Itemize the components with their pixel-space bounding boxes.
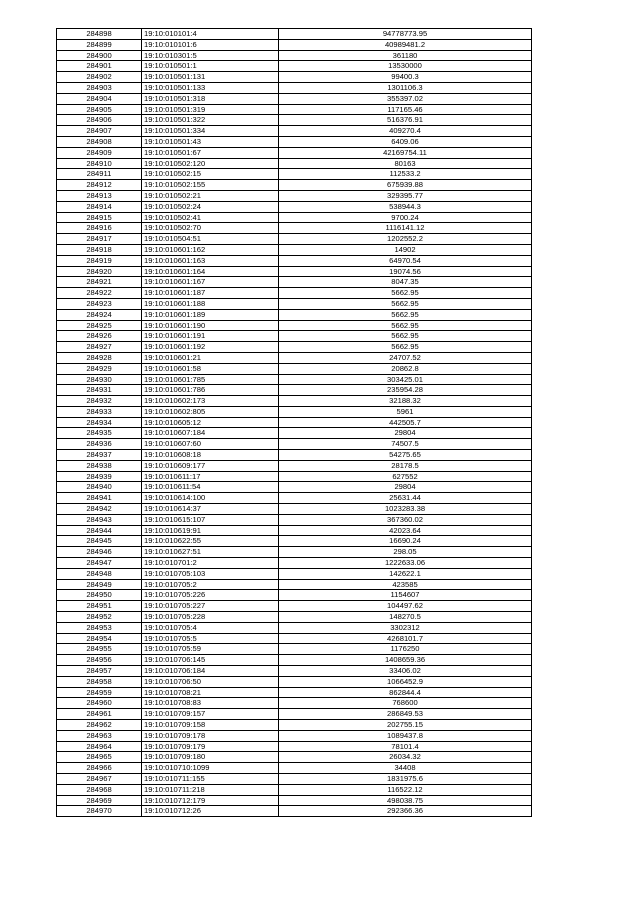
value-cell: 1116141.12 bbox=[279, 223, 532, 234]
row-id-cell: 284930 bbox=[57, 374, 142, 385]
value-cell: 16690.24 bbox=[279, 536, 532, 547]
value-cell: 6409.06 bbox=[279, 136, 532, 147]
cadastral-number-cell: 19:10:010601:188 bbox=[142, 298, 279, 309]
row-id-cell: 284918 bbox=[57, 244, 142, 255]
table-row bbox=[57, 342, 532, 353]
table-row bbox=[57, 255, 532, 266]
value-cell: 142622.1 bbox=[279, 568, 532, 579]
cadastral-number-cell: 19:10:010709:179 bbox=[142, 741, 279, 752]
value-cell: 104497.62 bbox=[279, 601, 532, 612]
value-cell: 5662.95 bbox=[279, 342, 532, 353]
table-row bbox=[57, 82, 532, 93]
row-id-cell: 284963 bbox=[57, 730, 142, 741]
value-cell: 9700.24 bbox=[279, 212, 532, 223]
cadastral-number-cell: 19:10:010502:21 bbox=[142, 190, 279, 201]
row-id-cell: 284919 bbox=[57, 255, 142, 266]
value-cell: 64970.54 bbox=[279, 255, 532, 266]
row-id-cell: 284898 bbox=[57, 29, 142, 40]
row-id-cell: 284945 bbox=[57, 536, 142, 547]
row-id-cell: 284929 bbox=[57, 363, 142, 374]
table-row bbox=[57, 126, 532, 137]
row-id-cell: 284920 bbox=[57, 266, 142, 277]
table-row bbox=[57, 61, 532, 72]
value-cell: 25631.44 bbox=[279, 493, 532, 504]
value-cell: 5662.95 bbox=[279, 309, 532, 320]
value-cell: 3302312 bbox=[279, 622, 532, 633]
table-row bbox=[57, 579, 532, 590]
value-cell: 34408 bbox=[279, 763, 532, 774]
row-id-cell: 284933 bbox=[57, 406, 142, 417]
table-row bbox=[57, 158, 532, 169]
value-cell: 235954.28 bbox=[279, 385, 532, 396]
cadastral-number-cell: 19:10:010601:162 bbox=[142, 244, 279, 255]
cadastral-number-cell: 19:10:010711:218 bbox=[142, 784, 279, 795]
table-row bbox=[57, 93, 532, 104]
cadastral-number-cell: 19:10:010501:1 bbox=[142, 61, 279, 72]
value-cell: 42169754.11 bbox=[279, 147, 532, 158]
value-cell: 1066452.9 bbox=[279, 676, 532, 687]
cadastral-number-cell: 19:10:010504:51 bbox=[142, 234, 279, 245]
table-row bbox=[57, 406, 532, 417]
cadastral-number-cell: 19:10:010502:120 bbox=[142, 158, 279, 169]
cadastral-number-cell: 19:10:010611:54 bbox=[142, 482, 279, 493]
cadastral-number-cell: 19:10:010501:322 bbox=[142, 115, 279, 126]
value-cell: 116522.12 bbox=[279, 784, 532, 795]
cadastral-number-cell: 19:10:010101:6 bbox=[142, 39, 279, 50]
row-id-cell: 284923 bbox=[57, 298, 142, 309]
row-id-cell: 284931 bbox=[57, 385, 142, 396]
row-id-cell: 284947 bbox=[57, 558, 142, 569]
value-cell: 442505.7 bbox=[279, 417, 532, 428]
table-row bbox=[57, 439, 532, 450]
value-cell: 99400.3 bbox=[279, 72, 532, 83]
value-cell: 1301106.3 bbox=[279, 82, 532, 93]
value-cell: 5662.95 bbox=[279, 320, 532, 331]
table-row bbox=[57, 428, 532, 439]
cadastral-number-cell: 19:10:010502:15 bbox=[142, 169, 279, 180]
table-row bbox=[57, 644, 532, 655]
cadastral-number-cell: 19:10:010601:163 bbox=[142, 255, 279, 266]
table-row bbox=[57, 622, 532, 633]
cadastral-number-cell: 19:10:010619:91 bbox=[142, 525, 279, 536]
table-row bbox=[57, 687, 532, 698]
table-row bbox=[57, 136, 532, 147]
value-cell: 40989481.2 bbox=[279, 39, 532, 50]
value-cell: 1023283.38 bbox=[279, 504, 532, 515]
cadastral-number-cell: 19:10:010701:2 bbox=[142, 558, 279, 569]
cadastral-number-cell: 19:10:010706:184 bbox=[142, 666, 279, 677]
cadastral-number-cell: 19:10:010709:158 bbox=[142, 720, 279, 731]
value-cell: 538944.3 bbox=[279, 201, 532, 212]
value-cell: 1176250 bbox=[279, 644, 532, 655]
cadastral-number-cell: 19:10:010501:131 bbox=[142, 72, 279, 83]
table-row bbox=[57, 590, 532, 601]
cadastral-number-cell: 19:10:010708:21 bbox=[142, 687, 279, 698]
row-id-cell: 284953 bbox=[57, 622, 142, 633]
value-cell: 14902 bbox=[279, 244, 532, 255]
value-cell: 1408659.36 bbox=[279, 655, 532, 666]
table-row bbox=[57, 720, 532, 731]
value-cell: 627552 bbox=[279, 471, 532, 482]
table-row bbox=[57, 493, 532, 504]
row-id-cell: 284922 bbox=[57, 288, 142, 299]
table-body bbox=[57, 29, 532, 817]
cadastral-number-cell: 19:10:010601:785 bbox=[142, 374, 279, 385]
row-id-cell: 284928 bbox=[57, 352, 142, 363]
table-row bbox=[57, 374, 532, 385]
table-row bbox=[57, 212, 532, 223]
cadastral-number-cell: 19:10:010614:100 bbox=[142, 493, 279, 504]
table-row bbox=[57, 612, 532, 623]
table-row bbox=[57, 547, 532, 558]
cadastral-number-cell: 19:10:010601:190 bbox=[142, 320, 279, 331]
cadastral-number-cell: 19:10:010709:157 bbox=[142, 709, 279, 720]
table-row bbox=[57, 450, 532, 461]
cadastral-number-cell: 19:10:010601:167 bbox=[142, 277, 279, 288]
value-cell: 80163 bbox=[279, 158, 532, 169]
row-id-cell: 284942 bbox=[57, 504, 142, 515]
cadastral-number-cell: 19:10:010709:178 bbox=[142, 730, 279, 741]
value-cell: 8047.35 bbox=[279, 277, 532, 288]
value-cell: 5961 bbox=[279, 406, 532, 417]
table-row bbox=[57, 676, 532, 687]
table-row bbox=[57, 417, 532, 428]
cadastral-number-cell: 19:10:010627:51 bbox=[142, 547, 279, 558]
row-id-cell: 284958 bbox=[57, 676, 142, 687]
row-id-cell: 284901 bbox=[57, 61, 142, 72]
value-cell: 1831975.6 bbox=[279, 773, 532, 784]
value-cell: 1089437.8 bbox=[279, 730, 532, 741]
value-cell: 361180 bbox=[279, 50, 532, 61]
table-row bbox=[57, 655, 532, 666]
cadastral-number-cell: 19:10:010711:155 bbox=[142, 773, 279, 784]
cadastral-number-cell: 19:10:010705:226 bbox=[142, 590, 279, 601]
table-row bbox=[57, 266, 532, 277]
value-cell: 148270.5 bbox=[279, 612, 532, 623]
table-row bbox=[57, 385, 532, 396]
cadastral-number-cell: 19:10:010601:21 bbox=[142, 352, 279, 363]
row-id-cell: 284964 bbox=[57, 741, 142, 752]
cadastral-number-cell: 19:10:010602:805 bbox=[142, 406, 279, 417]
table-row bbox=[57, 536, 532, 547]
table-row bbox=[57, 460, 532, 471]
table-row bbox=[57, 39, 532, 50]
value-cell: 20862.8 bbox=[279, 363, 532, 374]
table-row bbox=[57, 471, 532, 482]
table-row bbox=[57, 504, 532, 515]
row-id-cell: 284921 bbox=[57, 277, 142, 288]
value-cell: 298.05 bbox=[279, 547, 532, 558]
row-id-cell: 284899 bbox=[57, 39, 142, 50]
row-id-cell: 284970 bbox=[57, 806, 142, 817]
row-id-cell: 284952 bbox=[57, 612, 142, 623]
row-id-cell: 284917 bbox=[57, 234, 142, 245]
table-row bbox=[57, 147, 532, 158]
row-id-cell: 284950 bbox=[57, 590, 142, 601]
cadastral-number-cell: 19:10:010608:18 bbox=[142, 450, 279, 461]
value-cell: 409270.4 bbox=[279, 126, 532, 137]
table-row bbox=[57, 568, 532, 579]
cadastral-number-cell: 19:10:010501:334 bbox=[142, 126, 279, 137]
value-cell: 5662.95 bbox=[279, 288, 532, 299]
value-cell: 28178.5 bbox=[279, 460, 532, 471]
table-row bbox=[57, 298, 532, 309]
table-row bbox=[57, 29, 532, 40]
cadastral-number-cell: 19:10:010609:177 bbox=[142, 460, 279, 471]
table-row bbox=[57, 363, 532, 374]
row-id-cell: 284912 bbox=[57, 180, 142, 191]
cadastral-number-cell: 19:10:010601:189 bbox=[142, 309, 279, 320]
value-cell: 1202552.2 bbox=[279, 234, 532, 245]
cadastral-number-cell: 19:10:010614:37 bbox=[142, 504, 279, 515]
table-row bbox=[57, 223, 532, 234]
table-row bbox=[57, 752, 532, 763]
row-id-cell: 284966 bbox=[57, 763, 142, 774]
table-row bbox=[57, 795, 532, 806]
row-id-cell: 284905 bbox=[57, 104, 142, 115]
cadastral-number-cell: 19:10:010706:50 bbox=[142, 676, 279, 687]
cadastral-number-cell: 19:10:010709:180 bbox=[142, 752, 279, 763]
value-cell: 675939.88 bbox=[279, 180, 532, 191]
value-cell: 1154607 bbox=[279, 590, 532, 601]
row-id-cell: 284948 bbox=[57, 568, 142, 579]
value-cell: 498038.75 bbox=[279, 795, 532, 806]
row-id-cell: 284903 bbox=[57, 82, 142, 93]
row-id-cell: 284946 bbox=[57, 547, 142, 558]
value-cell: 303425.01 bbox=[279, 374, 532, 385]
value-cell: 54275.65 bbox=[279, 450, 532, 461]
row-id-cell: 284904 bbox=[57, 93, 142, 104]
value-cell: 516376.91 bbox=[279, 115, 532, 126]
cadastral-number-cell: 19:10:010622:55 bbox=[142, 536, 279, 547]
row-id-cell: 284969 bbox=[57, 795, 142, 806]
cadastral-number-cell: 19:10:010601:191 bbox=[142, 331, 279, 342]
table-row bbox=[57, 741, 532, 752]
table-row bbox=[57, 234, 532, 245]
value-cell: 13530000 bbox=[279, 61, 532, 72]
value-cell: 32188.32 bbox=[279, 396, 532, 407]
row-id-cell: 284967 bbox=[57, 773, 142, 784]
value-cell: 292366.36 bbox=[279, 806, 532, 817]
cadastral-number-cell: 19:10:010705:2 bbox=[142, 579, 279, 590]
table-row bbox=[57, 763, 532, 774]
row-id-cell: 284943 bbox=[57, 514, 142, 525]
row-id-cell: 284957 bbox=[57, 666, 142, 677]
cadastral-number-cell: 19:10:010101:4 bbox=[142, 29, 279, 40]
row-id-cell: 284902 bbox=[57, 72, 142, 83]
table-row bbox=[57, 72, 532, 83]
row-id-cell: 284959 bbox=[57, 687, 142, 698]
spreadsheet-page bbox=[56, 28, 531, 817]
row-id-cell: 284916 bbox=[57, 223, 142, 234]
table-row bbox=[57, 352, 532, 363]
table-row bbox=[57, 806, 532, 817]
row-id-cell: 284924 bbox=[57, 309, 142, 320]
cadastral-number-cell: 19:10:010712:179 bbox=[142, 795, 279, 806]
value-cell: 112533.2 bbox=[279, 169, 532, 180]
row-id-cell: 284940 bbox=[57, 482, 142, 493]
row-id-cell: 284962 bbox=[57, 720, 142, 731]
table-row bbox=[57, 50, 532, 61]
cadastral-number-cell: 19:10:010501:67 bbox=[142, 147, 279, 158]
row-id-cell: 284941 bbox=[57, 493, 142, 504]
table-row bbox=[57, 309, 532, 320]
row-id-cell: 284937 bbox=[57, 450, 142, 461]
row-id-cell: 284909 bbox=[57, 147, 142, 158]
value-cell: 117165.46 bbox=[279, 104, 532, 115]
value-cell: 5662.95 bbox=[279, 331, 532, 342]
value-cell: 862844.4 bbox=[279, 687, 532, 698]
value-cell: 4268101.7 bbox=[279, 633, 532, 644]
table-row bbox=[57, 558, 532, 569]
cadastral-number-cell: 19:10:010501:133 bbox=[142, 82, 279, 93]
value-cell: 202755.15 bbox=[279, 720, 532, 731]
table-row bbox=[57, 784, 532, 795]
row-id-cell: 284968 bbox=[57, 784, 142, 795]
cadastral-number-cell: 19:10:010607:184 bbox=[142, 428, 279, 439]
cadastral-number-cell: 19:10:010502:24 bbox=[142, 201, 279, 212]
table-row bbox=[57, 288, 532, 299]
cadastral-number-cell: 19:10:010502:155 bbox=[142, 180, 279, 191]
value-cell: 29804 bbox=[279, 482, 532, 493]
table-row bbox=[57, 666, 532, 677]
value-cell: 26034.32 bbox=[279, 752, 532, 763]
cadastral-number-cell: 19:10:010501:319 bbox=[142, 104, 279, 115]
value-cell: 42023.64 bbox=[279, 525, 532, 536]
row-id-cell: 284914 bbox=[57, 201, 142, 212]
row-id-cell: 284913 bbox=[57, 190, 142, 201]
cadastral-number-cell: 19:10:010502:41 bbox=[142, 212, 279, 223]
table-row bbox=[57, 190, 532, 201]
table-row bbox=[57, 320, 532, 331]
table-row bbox=[57, 773, 532, 784]
cadastral-number-cell: 19:10:010705:227 bbox=[142, 601, 279, 612]
table-row bbox=[57, 482, 532, 493]
row-id-cell: 284965 bbox=[57, 752, 142, 763]
row-id-cell: 284934 bbox=[57, 417, 142, 428]
cadastral-number-cell: 19:10:010708:83 bbox=[142, 698, 279, 709]
row-id-cell: 284926 bbox=[57, 331, 142, 342]
row-id-cell: 284906 bbox=[57, 115, 142, 126]
value-cell: 78101.4 bbox=[279, 741, 532, 752]
value-cell: 5662.95 bbox=[279, 298, 532, 309]
cadastral-number-cell: 19:10:010706:145 bbox=[142, 655, 279, 666]
table-row bbox=[57, 244, 532, 255]
cadastral-number-cell: 19:10:010611:17 bbox=[142, 471, 279, 482]
table-row bbox=[57, 396, 532, 407]
row-id-cell: 284956 bbox=[57, 655, 142, 666]
row-id-cell: 284939 bbox=[57, 471, 142, 482]
value-cell: 768600 bbox=[279, 698, 532, 709]
cadastral-number-cell: 19:10:010615:107 bbox=[142, 514, 279, 525]
table-row bbox=[57, 115, 532, 126]
table-row bbox=[57, 201, 532, 212]
cadastral-number-cell: 19:10:010705:59 bbox=[142, 644, 279, 655]
value-cell: 24707.52 bbox=[279, 352, 532, 363]
row-id-cell: 284911 bbox=[57, 169, 142, 180]
table-row bbox=[57, 169, 532, 180]
table-row bbox=[57, 709, 532, 720]
table-row bbox=[57, 633, 532, 644]
cadastral-number-cell: 19:10:010601:192 bbox=[142, 342, 279, 353]
table-row bbox=[57, 698, 532, 709]
row-id-cell: 284915 bbox=[57, 212, 142, 223]
cadastral-number-cell: 19:10:010712:26 bbox=[142, 806, 279, 817]
cadastral-number-cell: 19:10:010705:103 bbox=[142, 568, 279, 579]
cadastral-number-cell: 19:10:010605:12 bbox=[142, 417, 279, 428]
table-row bbox=[57, 331, 532, 342]
table-row bbox=[57, 104, 532, 115]
cadastral-number-cell: 19:10:010710:1099 bbox=[142, 763, 279, 774]
table-row bbox=[57, 180, 532, 191]
row-id-cell: 284954 bbox=[57, 633, 142, 644]
table-row bbox=[57, 601, 532, 612]
row-id-cell: 284944 bbox=[57, 525, 142, 536]
value-cell: 367360.02 bbox=[279, 514, 532, 525]
cadastral-number-cell: 19:10:010705:4 bbox=[142, 622, 279, 633]
row-id-cell: 284900 bbox=[57, 50, 142, 61]
cadastral-number-cell: 19:10:010705:5 bbox=[142, 633, 279, 644]
row-id-cell: 284949 bbox=[57, 579, 142, 590]
table-row bbox=[57, 514, 532, 525]
row-id-cell: 284910 bbox=[57, 158, 142, 169]
cadastral-number-cell: 19:10:010501:318 bbox=[142, 93, 279, 104]
table-row bbox=[57, 730, 532, 741]
cadastral-number-cell: 19:10:010601:786 bbox=[142, 385, 279, 396]
table-row bbox=[57, 525, 532, 536]
cadastral-number-cell: 19:10:010607:60 bbox=[142, 439, 279, 450]
row-id-cell: 284961 bbox=[57, 709, 142, 720]
cadastral-number-cell: 19:10:010502:70 bbox=[142, 223, 279, 234]
value-cell: 94778773.95 bbox=[279, 29, 532, 40]
value-cell: 355397.02 bbox=[279, 93, 532, 104]
row-id-cell: 284936 bbox=[57, 439, 142, 450]
row-id-cell: 284927 bbox=[57, 342, 142, 353]
value-cell: 286849.53 bbox=[279, 709, 532, 720]
value-cell: 33406.02 bbox=[279, 666, 532, 677]
value-cell: 329395.77 bbox=[279, 190, 532, 201]
row-id-cell: 284960 bbox=[57, 698, 142, 709]
row-id-cell: 284935 bbox=[57, 428, 142, 439]
table-row bbox=[57, 277, 532, 288]
row-id-cell: 284925 bbox=[57, 320, 142, 331]
cadastral-number-cell: 19:10:010601:58 bbox=[142, 363, 279, 374]
cadastral-number-cell: 19:10:010705:228 bbox=[142, 612, 279, 623]
cadastral-number-cell: 19:10:010601:164 bbox=[142, 266, 279, 277]
cadastral-number-cell: 19:10:010602:173 bbox=[142, 396, 279, 407]
row-id-cell: 284955 bbox=[57, 644, 142, 655]
cadastral-number-cell: 19:10:010601:187 bbox=[142, 288, 279, 299]
data-table bbox=[56, 28, 532, 817]
cadastral-number-cell: 19:10:010501:43 bbox=[142, 136, 279, 147]
value-cell: 19074.56 bbox=[279, 266, 532, 277]
row-id-cell: 284938 bbox=[57, 460, 142, 471]
value-cell: 1222633.06 bbox=[279, 558, 532, 569]
value-cell: 29804 bbox=[279, 428, 532, 439]
value-cell: 74507.5 bbox=[279, 439, 532, 450]
row-id-cell: 284907 bbox=[57, 126, 142, 137]
row-id-cell: 284908 bbox=[57, 136, 142, 147]
cadastral-number-cell: 19:10:010301:5 bbox=[142, 50, 279, 61]
value-cell: 423585 bbox=[279, 579, 532, 590]
row-id-cell: 284951 bbox=[57, 601, 142, 612]
row-id-cell: 284932 bbox=[57, 396, 142, 407]
